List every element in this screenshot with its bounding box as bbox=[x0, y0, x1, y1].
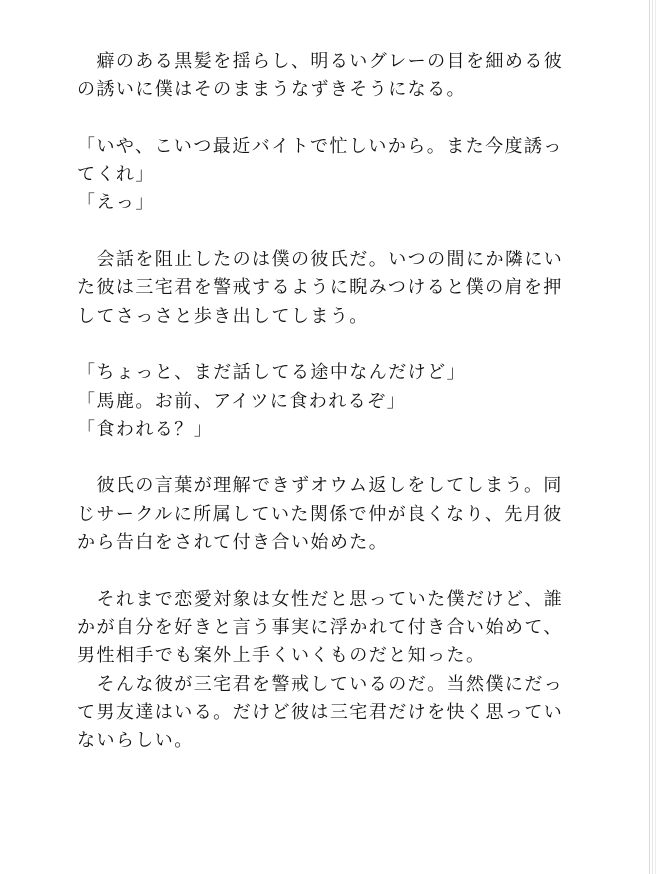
page-edge-line bbox=[649, 0, 650, 874]
text-line: 「えっ」 bbox=[77, 192, 155, 214]
text-line: て男友達はいる。だけど彼は三宅君だけを快く思ってい bbox=[77, 701, 564, 723]
text-line: そんな彼が三宅君を警戒しているのだ。当然僕にだっ bbox=[77, 673, 564, 695]
text-line: かが自分を好きと言う事実に浮かれて付き合い始めて、 bbox=[77, 616, 563, 638]
text-line: それまで恋愛対象は女性だと思っていた僕だけど、誰 bbox=[77, 588, 564, 610]
blank-line bbox=[77, 331, 572, 359]
body-text bbox=[77, 48, 572, 755]
text-line: の誘いに僕はそのままうなずきそうになる。 bbox=[77, 79, 466, 101]
text-line: た彼は三宅君を警戒するように睨みつけると僕の肩を押 bbox=[77, 277, 563, 299]
text-line: 「食われる？」 bbox=[77, 418, 214, 440]
blank-line bbox=[77, 218, 572, 246]
blank-line bbox=[77, 105, 572, 133]
text-line: てくれ」 bbox=[77, 164, 155, 186]
text-line: ないらしい。 bbox=[77, 730, 194, 752]
blank-line bbox=[77, 557, 572, 585]
text-line: してさっさと歩き出してしまう。 bbox=[77, 305, 369, 327]
text-line: じサークルに所属していた関係で仲が良くなり、先月彼 bbox=[77, 503, 563, 525]
text-line: 「馬鹿。お前、アイツに食われるぞ」 bbox=[77, 390, 407, 412]
page-edge-line bbox=[652, 0, 653, 874]
text-line: 男性相手でも案外上手くいくものだと知った。 bbox=[77, 645, 486, 667]
text-line: 会話を阻止したのは僕の彼氏だ。いつの間にか隣にい bbox=[77, 249, 564, 271]
blank-line bbox=[77, 444, 572, 472]
text-line: 「ちょっと、まだ話してる途中なんだけど」 bbox=[77, 362, 466, 384]
text-line: 癖のある黒髪を揺らし、明るいグレーの目を細める彼 bbox=[77, 51, 564, 72]
text-line: 「いや、こいつ最近バイトで忙しいから。また今度誘っ bbox=[77, 135, 563, 157]
text-line: から告白をされて付き合い始めた。 bbox=[77, 532, 389, 554]
text-line: 彼氏の言葉が理解できずオウム返しをしてしまう。同 bbox=[77, 475, 563, 497]
page-edge-line bbox=[655, 0, 656, 874]
